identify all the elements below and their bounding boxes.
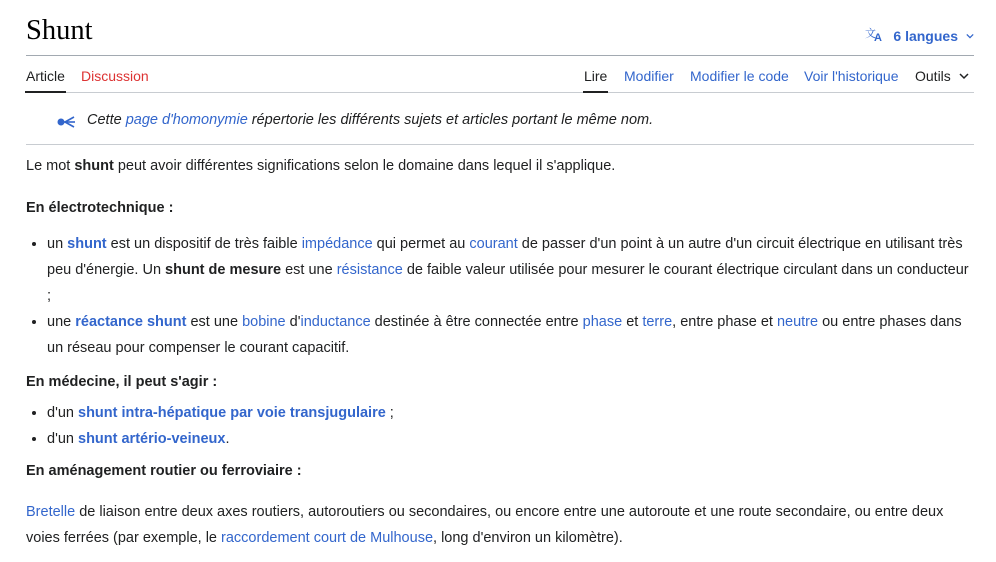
lead-paragraph	[26, 153, 974, 179]
item-text: ;	[385, 405, 394, 421]
item-text: est une	[281, 262, 337, 278]
chevron-down-icon	[966, 32, 974, 40]
hatnote-text-start: Cette	[87, 112, 126, 128]
svg-text:A: A	[874, 32, 883, 42]
lead-text: Le mot	[26, 158, 75, 174]
inductance-link[interactable]: inductance	[300, 314, 371, 330]
paragraph-text: de liaison entre deux axes routiers, autoroutiers ou secondaires, ou encore entre une autoroute et une route secondaire, ou entre deux voies ferrées (par exemple, le	[26, 504, 944, 546]
svg-text:文: 文	[865, 27, 877, 40]
list-item	[47, 426, 974, 452]
item-text: est une	[186, 314, 243, 330]
item-text: un	[47, 236, 68, 252]
shunt-link[interactable]: shunt	[67, 236, 107, 252]
hatnote-text	[87, 112, 653, 128]
disambiguation-hatnote	[26, 93, 974, 145]
neutre-link[interactable]: neutre	[776, 314, 819, 330]
bobine-link[interactable]: bobine	[242, 314, 286, 330]
tab-article[interactable]: Article	[26, 68, 65, 84]
homonymie-link[interactable]: page d'homonymie	[125, 112, 248, 128]
resistance-link[interactable]: résistance	[336, 262, 403, 278]
item-text: ou entre phases dans un réseau pour compenser le courant capacitif.	[47, 314, 962, 356]
disambiguation-icon	[57, 116, 79, 128]
item-text: est un dispositif de très faible	[106, 236, 302, 252]
shunt-arterio-veineux-link[interactable]: shunt artério-veineux	[78, 431, 226, 447]
impedance-link[interactable]: impédance	[301, 236, 373, 252]
tips-link[interactable]: shunt intra-hépatique par voie transjugulaire	[78, 405, 386, 421]
section-amenagement: En aménagement routier ou ferroviaire :	[26, 463, 302, 479]
tab-edit[interactable]: Modifier	[624, 68, 674, 84]
terre-link[interactable]: terre	[642, 314, 673, 330]
bretelle-link[interactable]: Bretelle	[26, 504, 76, 520]
courant-link[interactable]: courant	[469, 236, 518, 252]
list-item	[47, 231, 974, 309]
list-item	[47, 309, 974, 361]
page-title: Shunt	[26, 15, 93, 46]
lead-text: peut avoir différentes significations selon le domaine dans lequel il s'applique.	[113, 158, 616, 174]
medecine-list	[26, 400, 974, 452]
bretelle-paragraph	[26, 499, 974, 551]
page-header	[26, 0, 974, 56]
item-text: d'un	[47, 405, 78, 421]
hatnote-text-end: répertorie les différents sujets et articles portant le même nom.	[247, 112, 654, 128]
item-text: .	[225, 431, 230, 447]
list-item	[47, 400, 974, 426]
electro-list	[26, 231, 974, 361]
item-text: d'un	[47, 431, 78, 447]
section-electrotechnique: En électrotechnique :	[26, 200, 174, 216]
language-button[interactable]	[865, 26, 974, 46]
paragraph-text: , long d'environ un kilomètre).	[433, 530, 623, 546]
item-text: d'	[285, 314, 301, 330]
tab-discussion[interactable]: Discussion	[81, 68, 149, 84]
item-text: , entre phase et	[672, 314, 777, 330]
tab-history[interactable]: Voir l'historique	[804, 68, 899, 84]
item-text: de faible valeur utilisée pour mesurer le courant électrique circulant dans un conducteur ;	[47, 262, 969, 304]
item-text: et	[622, 314, 643, 330]
tools-label: Outils	[915, 68, 951, 84]
tab-edit-code[interactable]: Modifier le code	[690, 68, 789, 84]
language-count: 6 langues	[893, 28, 958, 44]
bold-term: shunt de mesure	[165, 262, 282, 278]
article-page	[26, 0, 974, 551]
item-text: une	[47, 314, 76, 330]
item-text: destinée à être connectée entre	[370, 314, 583, 330]
tools-menu[interactable]	[915, 68, 969, 84]
item-text: qui permet au	[372, 236, 470, 252]
item-text: de passer d'un point à un autre d'un circuit électrique en utilisant très peu d'énergie. Un	[47, 236, 963, 278]
tab-read[interactable]: Lire	[584, 68, 608, 84]
lead-bold-term: shunt	[74, 158, 114, 174]
raccordement-link[interactable]: raccordement court de Mulhouse	[221, 530, 434, 546]
translate-icon	[865, 26, 885, 46]
page-tabs	[26, 56, 974, 93]
reactance-shunt-link[interactable]: réactance shunt	[75, 314, 187, 330]
section-medecine: En médecine, il peut s'agir :	[26, 374, 218, 390]
phase-link[interactable]: phase	[582, 314, 623, 330]
chevron-down-icon	[959, 71, 969, 81]
